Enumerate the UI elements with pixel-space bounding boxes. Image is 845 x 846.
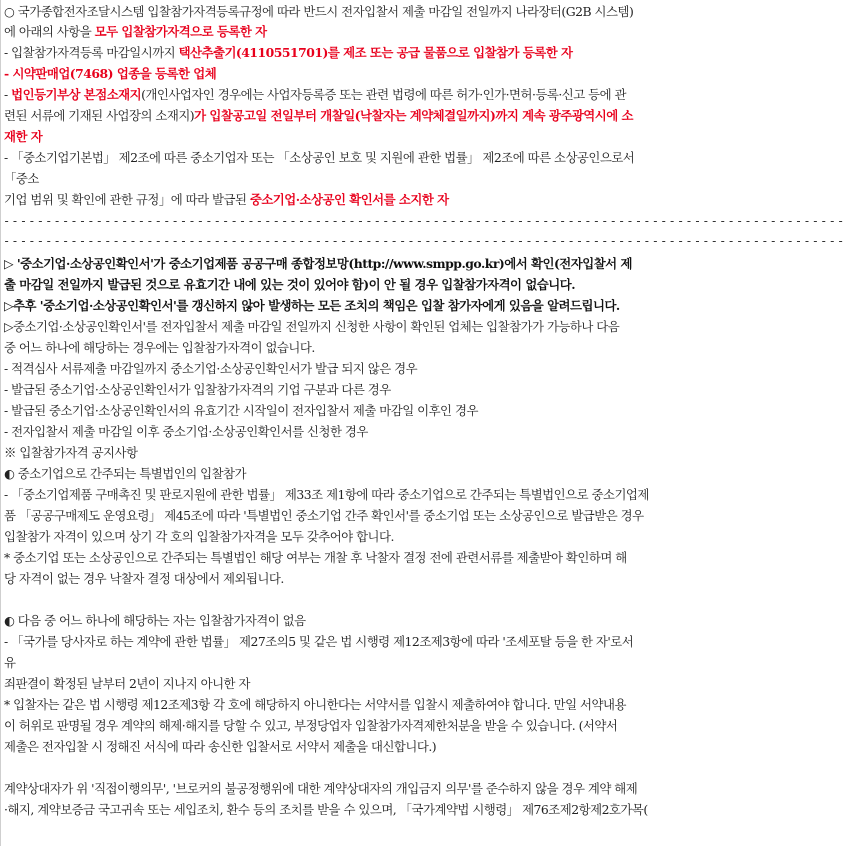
divider-line: ----------------------------------------------------------------------------------------------------	[3, 234, 845, 248]
notice-line: ▷ '중소기업·소상공인확인서'가 중소기업제품 공공구매 종합정보망(http://www.smpp.go.kr)에서 확인(전자입찰서 제	[4, 256, 632, 271]
section-text: 입찰참가 자격이 있으며 상기 각 호의 입찰참가자격을 모두 갖추어야 합니다.	[4, 529, 394, 544]
case-item: - 전자입찰서 제출 마감일 이후 중소기업·소상공인확인서를 신청한 경우	[4, 424, 368, 439]
intro-line: ○ 국가종합전자조달시스템 입찰참가자격등록규정에 따라 반드시 전자입찰서 제출 마감일 전일까지 나라장터(G2B 시스템)	[4, 4, 634, 19]
section-text: 유	[4, 655, 16, 670]
notice-line: 중 어느 하나에 해당하는 경우에는 입찰참가자격이 없습니다.	[4, 340, 315, 355]
requirement-item: 재한 자	[4, 129, 43, 144]
divider-line: ----------------------------------------------------------------------------------------------------	[3, 214, 845, 228]
case-item: - 발급된 중소기업·소상공인확인서가 입찰참가자격의 기업 구분과 다른 경우	[4, 382, 391, 397]
section-heading: ※ 입찰참가자격 공지사항	[4, 445, 138, 460]
intro-line: 에 아래의 사항을 모두 입찰참가자격으로 등록한 자	[4, 24, 267, 39]
requirement-item: - 입찰참가자격등록 마감일시까지 택산추출기(4110551701)를 제조 또는 공급 물품으로 입찰참가 등록한 자	[4, 45, 573, 60]
section-heading: ◐ 중소기업으로 간주되는 특별법인의 입찰참가	[4, 466, 246, 481]
case-item: - 발급된 중소기업·소상공인확인서의 유효기간 시작일이 전자입찰서 제출 마감일 이후인 경우	[4, 403, 478, 418]
section-text: - 「국가를 당사자로 하는 계약에 관한 법률」 제27조의5 및 같은 법 시행령 제12조제3항에 따라 '조세포탈 등을 한 자'로서	[4, 634, 634, 649]
requirement-item: - 법인등기부상 본점소재지(개인사업자인 경우에는 사업자등록증 또는 관련 법령에 따른 허가·인가·면허·등록·신고 등에 관	[4, 87, 626, 102]
notice-line: ▷추후 '중소기업·소상공인확인서'를 갱신하지 않아 발생하는 모든 조치의 책임은 입찰 참가자에게 있음을 알려드립니다.	[4, 298, 620, 313]
section-text: ·해지, 계약보증금 국고귀속 또는 세입조치, 환수 등의 조치를 받을 수 있으며, 「국가계약법 시행령」 제76조제2항제2호가목(	[4, 802, 648, 817]
section-text: * 입찰자는 같은 법 시행령 제12조제3항 각 호에 해당하지 아니한다는 서약서를 입찰시 제출하여야 합니다. 만일 서약내용	[4, 697, 626, 712]
requirement-item: 련된 서류에 기재된 사업장의 소재지)가 입찰공고일 전일부터 개찰일(낙찰자는 계약체결일까지)까지 계속 광주광역시에 소	[4, 108, 633, 123]
case-item: - 적격심사 서류제출 마감일까지 중소기업·소상공인확인서가 발급 되지 않은 경우	[4, 361, 418, 376]
section-text: * 중소기업 또는 소상공인으로 간주되는 특별법인 해당 여부는 개찰 후 낙찰자 결정 전에 관련서류를 제출받아 확인하며 해	[4, 550, 627, 565]
section-text: 품 「공공구매제도 운영요령」 제45조에 따라 '특별법인 중소기업 간주 확인서'를 중소기업 또는 소상공인으로 발급받은 경우	[4, 508, 644, 523]
requirement-item: 기업 범위 및 확인에 관한 규정」에 따라 발급된 중소기업·소상공인 확인서를 소지한 자	[4, 192, 449, 207]
section-heading: ◐ 다음 중 어느 하나에 해당하는 자는 입찰참가자격이 없음	[4, 613, 306, 628]
section-text: 이 허위로 판명될 경우 계약의 해제·해지를 당할 수 있고, 부정당업자 입찰참가자격제한처분을 받을 수 있습니다. (서약서	[4, 718, 618, 733]
section-text: 제출은 전자입찰 시 정해진 서식에 따라 송신한 입찰서로 서약서 제출을 대신합니다.)	[4, 739, 437, 754]
section-text: 계약상대자가 위 '직접이행의무', '브로커의 불공정행위에 대한 계약상대자의 개입금지 의무'를 준수하지 않을 경우 계약 해제	[4, 781, 638, 796]
requirement-item: - 시약판매업(7468) 업종을 등록한 업체	[4, 66, 217, 81]
section-text: 죄판결이 확정된 날부터 2년이 지나지 아니한 자	[4, 676, 250, 691]
section-text: 당 자격이 없는 경우 낙찰자 결정 대상에서 제외됩니다.	[4, 571, 284, 586]
notice-line: 출 마감일 전일까지 발급된 것으로 유효기간 내에 있는 것이 있어야 함)이 안 될 경우 입찰참가자격이 없습니다.	[4, 277, 576, 292]
requirement-item: - 「중소기업기본법」 제2조에 따른 중소기업자 또는 「소상공인 보호 및 지원에 관한 법률」 제2조에 따른 소상공인으로서	[4, 150, 635, 165]
notice-line: ▷중소기업·소상공인확인서'를 전자입찰서 제출 마감일 전일까지 신청한 사항이 확인된 업체는 입찰참가가 가능하나 다음	[4, 319, 620, 334]
section-text: - 「중소기업제품 구매촉진 및 판로지원에 관한 법률」 제33조 제1항에 따라 중소기업으로 간주되는 특별법인으로 중소기업제	[4, 487, 649, 502]
requirement-item: 「중소	[4, 171, 39, 186]
